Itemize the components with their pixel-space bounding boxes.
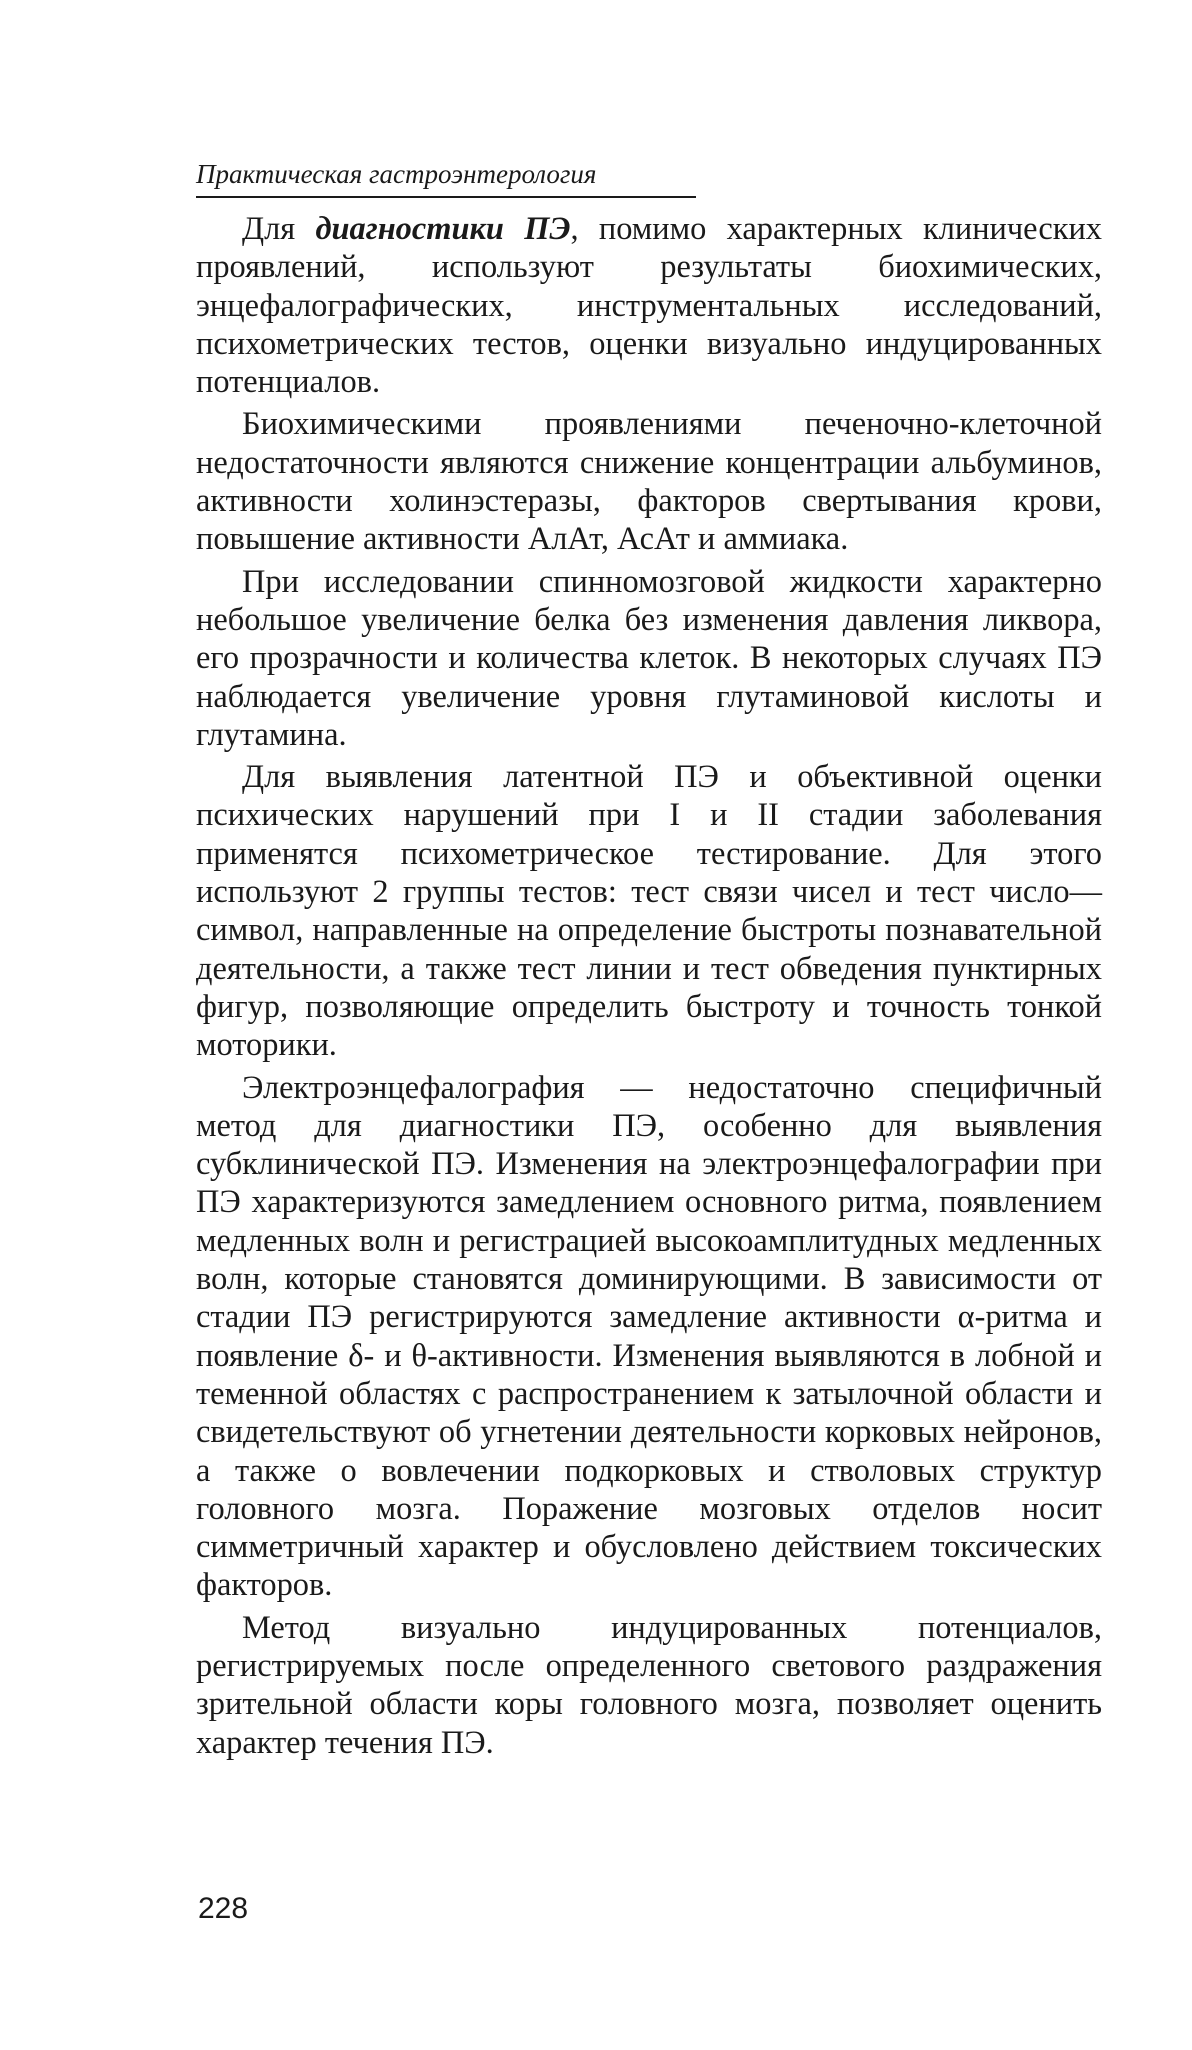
paragraph-psychometric: Для выявления латентной ПЭ и объективной оценки психических нарушений при I и II стадии заболевания применятся психометрическое тестирование. Для этого используют 2 группы тестов: тест связи чисел и тест число—символ, направленные на определение быстроты познавательной деятельности, а также тест линии и тест обведения пунктирных фигур, позволяющие определить быстроту и точность тонкой моторики. xyxy=(196,759,1102,1064)
paragraph-lead-in: Для xyxy=(242,211,316,247)
paragraph-diagnostics xyxy=(196,210,1102,401)
running-header xyxy=(196,156,696,198)
paragraph-biochemistry: Биохимическими проявлениями печеночно-клеточной недостаточности являются снижение концентрации альбуминов, активности холинэстеразы, факторов свертывания крови, повышение активности АлАт, АсАт и аммиака. xyxy=(196,406,1102,558)
paragraph-eeg: Электроэнцефалография — недостаточно специфичный метод для диагностики ПЭ, особенно для выявления субклинической ПЭ. Изменения на электроэнцефалографии при ПЭ характеризуются замедлением основного ритма, появлением медленных волн и регистрацией высокоамплитудных медленных волн, которые становятся доминирующими. В зависимости от стадии ПЭ регистрируются замедление активности α-ритма и появление δ- и θ-активности. Изменения выявляются в лобной и теменной областях с распространением к затылочной области и свидетельствуют об угнетении деятельности корковых нейронов, а также о вовлечении подкорковых и стволовых структур головного мозга. Поражение мозговых отделов носит симметричный характер и обусловлено действием токсических факторов. xyxy=(196,1069,1102,1604)
paragraph-continuation: , помимо характерных клинических проявлений, используют результаты биохимических, энцефалографических, инструментальных исследований, психометрических тестов, оценки визуально индуцированных потенциалов. xyxy=(196,211,1102,401)
page-number: 228 xyxy=(198,1892,249,1925)
body-text xyxy=(196,210,1102,1766)
paragraph-csf: При исследовании спинномозговой жидкости характерно небольшое увеличение белка без изменения давления ликвора, его прозрачности и количества клеток. В некоторых случаях ПЭ наблюдается увеличение уровня глутаминовой кислоты и глутамина. xyxy=(196,563,1102,753)
emphasized-term: диагностики ПЭ xyxy=(315,211,571,247)
paragraph-evoked-potentials: Метод визуально индуцированных потенциалов, регистрируемых после определенного светового раздражения зрительной области коры головного мозга, позволяет оценить характер течения ПЭ. xyxy=(196,1609,1102,1761)
running-title: Практическая гастроэнтерология xyxy=(196,159,597,189)
